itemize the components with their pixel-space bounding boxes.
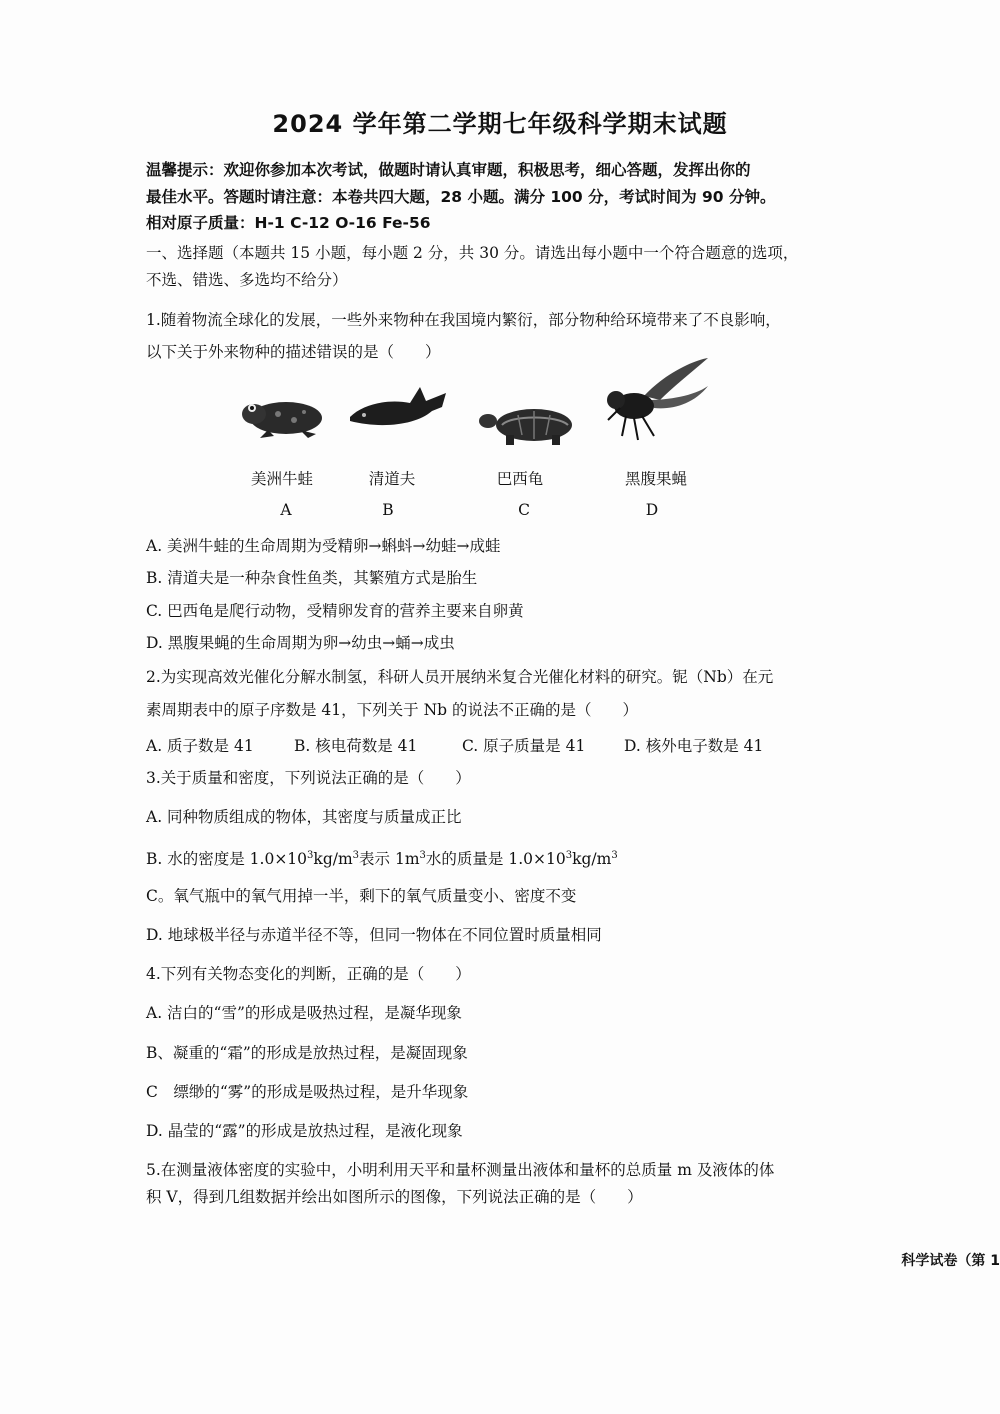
- q1-option-d: D. 黑腹果蝇的生命周期为卵→幼虫→蛹→成虫: [146, 634, 455, 652]
- q4-stem: 4.下列有关物态变化的判断，正确的是（ ）: [146, 965, 471, 983]
- animal-label-d: 黑腹果蝇: [624, 470, 687, 488]
- q5-stem-1: 5.在测量液体密度的实验中，小明利用天平和量杯测量出液体和量杯的总质量 m 及液体的体: [146, 1161, 775, 1179]
- fly-icon: [604, 354, 712, 444]
- q2-option-b: B. 核电荷数是 41: [294, 737, 418, 755]
- q1-stem-2: 以下关于外来物种的描述错误的是（ ）: [146, 343, 441, 361]
- animal-label-b: 清道夫: [368, 470, 416, 488]
- q1-stem-1: 1.随着物流全球化的发展，一些外来物种在我国境内繁衍，部分物种给环境带来了不良影响，: [146, 311, 781, 329]
- q2-option-c: C. 原子质量是 41: [462, 737, 586, 755]
- animal-letter-a: A: [280, 501, 292, 519]
- notice-line-2: 最佳水平。答题时请注意：本卷共四大题，28 小题。满分 100 分，考试时间为 90 分钟。: [146, 188, 776, 206]
- animal-letter-b: B: [382, 501, 394, 519]
- animal-label-c: 巴西龟: [496, 470, 544, 488]
- q4-option-d: D. 晶莹的“露”的形成是放热过程，是液化现象: [146, 1122, 463, 1140]
- page-title: 2024 学年第二学期七年级科学期末试题: [272, 110, 728, 138]
- q2-option-d: D. 核外电子数是 41: [624, 737, 764, 755]
- q3-option-d: D. 地球极半径与赤道半径不等，但同一物体在不同位置时质量相同: [146, 926, 602, 944]
- q2-stem-1: 2.为实现高效光催化分解水制氢，科研人员开展纳米复合光催化材料的研究。铌（Nb）在元: [146, 668, 774, 686]
- animal-letter-d: D: [645, 501, 659, 519]
- q5-stem-2: 积 V，得到几组数据并绘出如图所示的图像，下列说法正确的是（ ）: [146, 1188, 643, 1206]
- q2-stem-2: 素周期表中的原子序数是 41，下列关于 Nb 的说法不正确的是（ ）: [146, 701, 638, 719]
- q1-option-a: A. 美洲牛蛙的生命周期为受精卵→蝌蚪→幼蛙→成蛙: [146, 537, 501, 555]
- animal-letter-c: C: [518, 501, 530, 519]
- q3-stem: 3.关于质量和密度，下列说法正确的是（ ）: [146, 769, 471, 787]
- animal-label-a: 美洲牛蛙: [250, 470, 313, 488]
- q4-option-c: C 缥缈的“雾”的形成是吸热过程，是升华现象: [146, 1083, 469, 1101]
- section-1-heading-1: 一、选择题（本题共 15 小题，每小题 2 分，共 30 分。请选出每小题中一个符合题意的选项，: [146, 244, 799, 262]
- frog-icon: [238, 370, 328, 460]
- section-1-heading-2: 不选、错选、多选均不给分）: [146, 271, 348, 289]
- q1-option-c: C. 巴西龟是爬行动物，受精卵发育的营养主要来自卵黄: [146, 602, 524, 620]
- q3-option-b: B. 水的密度是 $1.0\times 10^3kg/m^3$表示 $1m^3$水的质量是 $1.0\times 10^3kg/m^3$: [146, 850, 618, 869]
- q4-option-b: B、凝重的“霜”的形成是放热过程，是凝固现象: [146, 1044, 468, 1062]
- fish-icon: [346, 362, 452, 452]
- q1-option-b: B. 清道夫是一种杂食性鱼类，其繁殖方式是胎生: [146, 569, 478, 587]
- q4-option-a: A. 洁白的“雪”的形成是吸热过程，是凝华现象: [146, 1004, 462, 1022]
- q2-option-a: A. 质子数是 41: [146, 737, 254, 755]
- page-footer: 科学试卷（第 1: [901, 1253, 1000, 1269]
- q2-options: [146, 734, 763, 756]
- q3-option-c: C。氧气瓶中的氧气用掉一半，剩下的氧气质量变小、密度不变: [146, 887, 577, 905]
- q3-option-a: A. 同种物质组成的物体，其密度与质量成正比: [146, 808, 462, 826]
- atomic-mass-line: 相对原子质量：H-1 C-12 O-16 Fe-56: [146, 214, 431, 232]
- notice-line-1: 温馨提示：欢迎你参加本次考试，做题时请认真审题，积极思考，细心答题，发挥出你的: [146, 161, 751, 179]
- turtle-icon: [478, 380, 578, 470]
